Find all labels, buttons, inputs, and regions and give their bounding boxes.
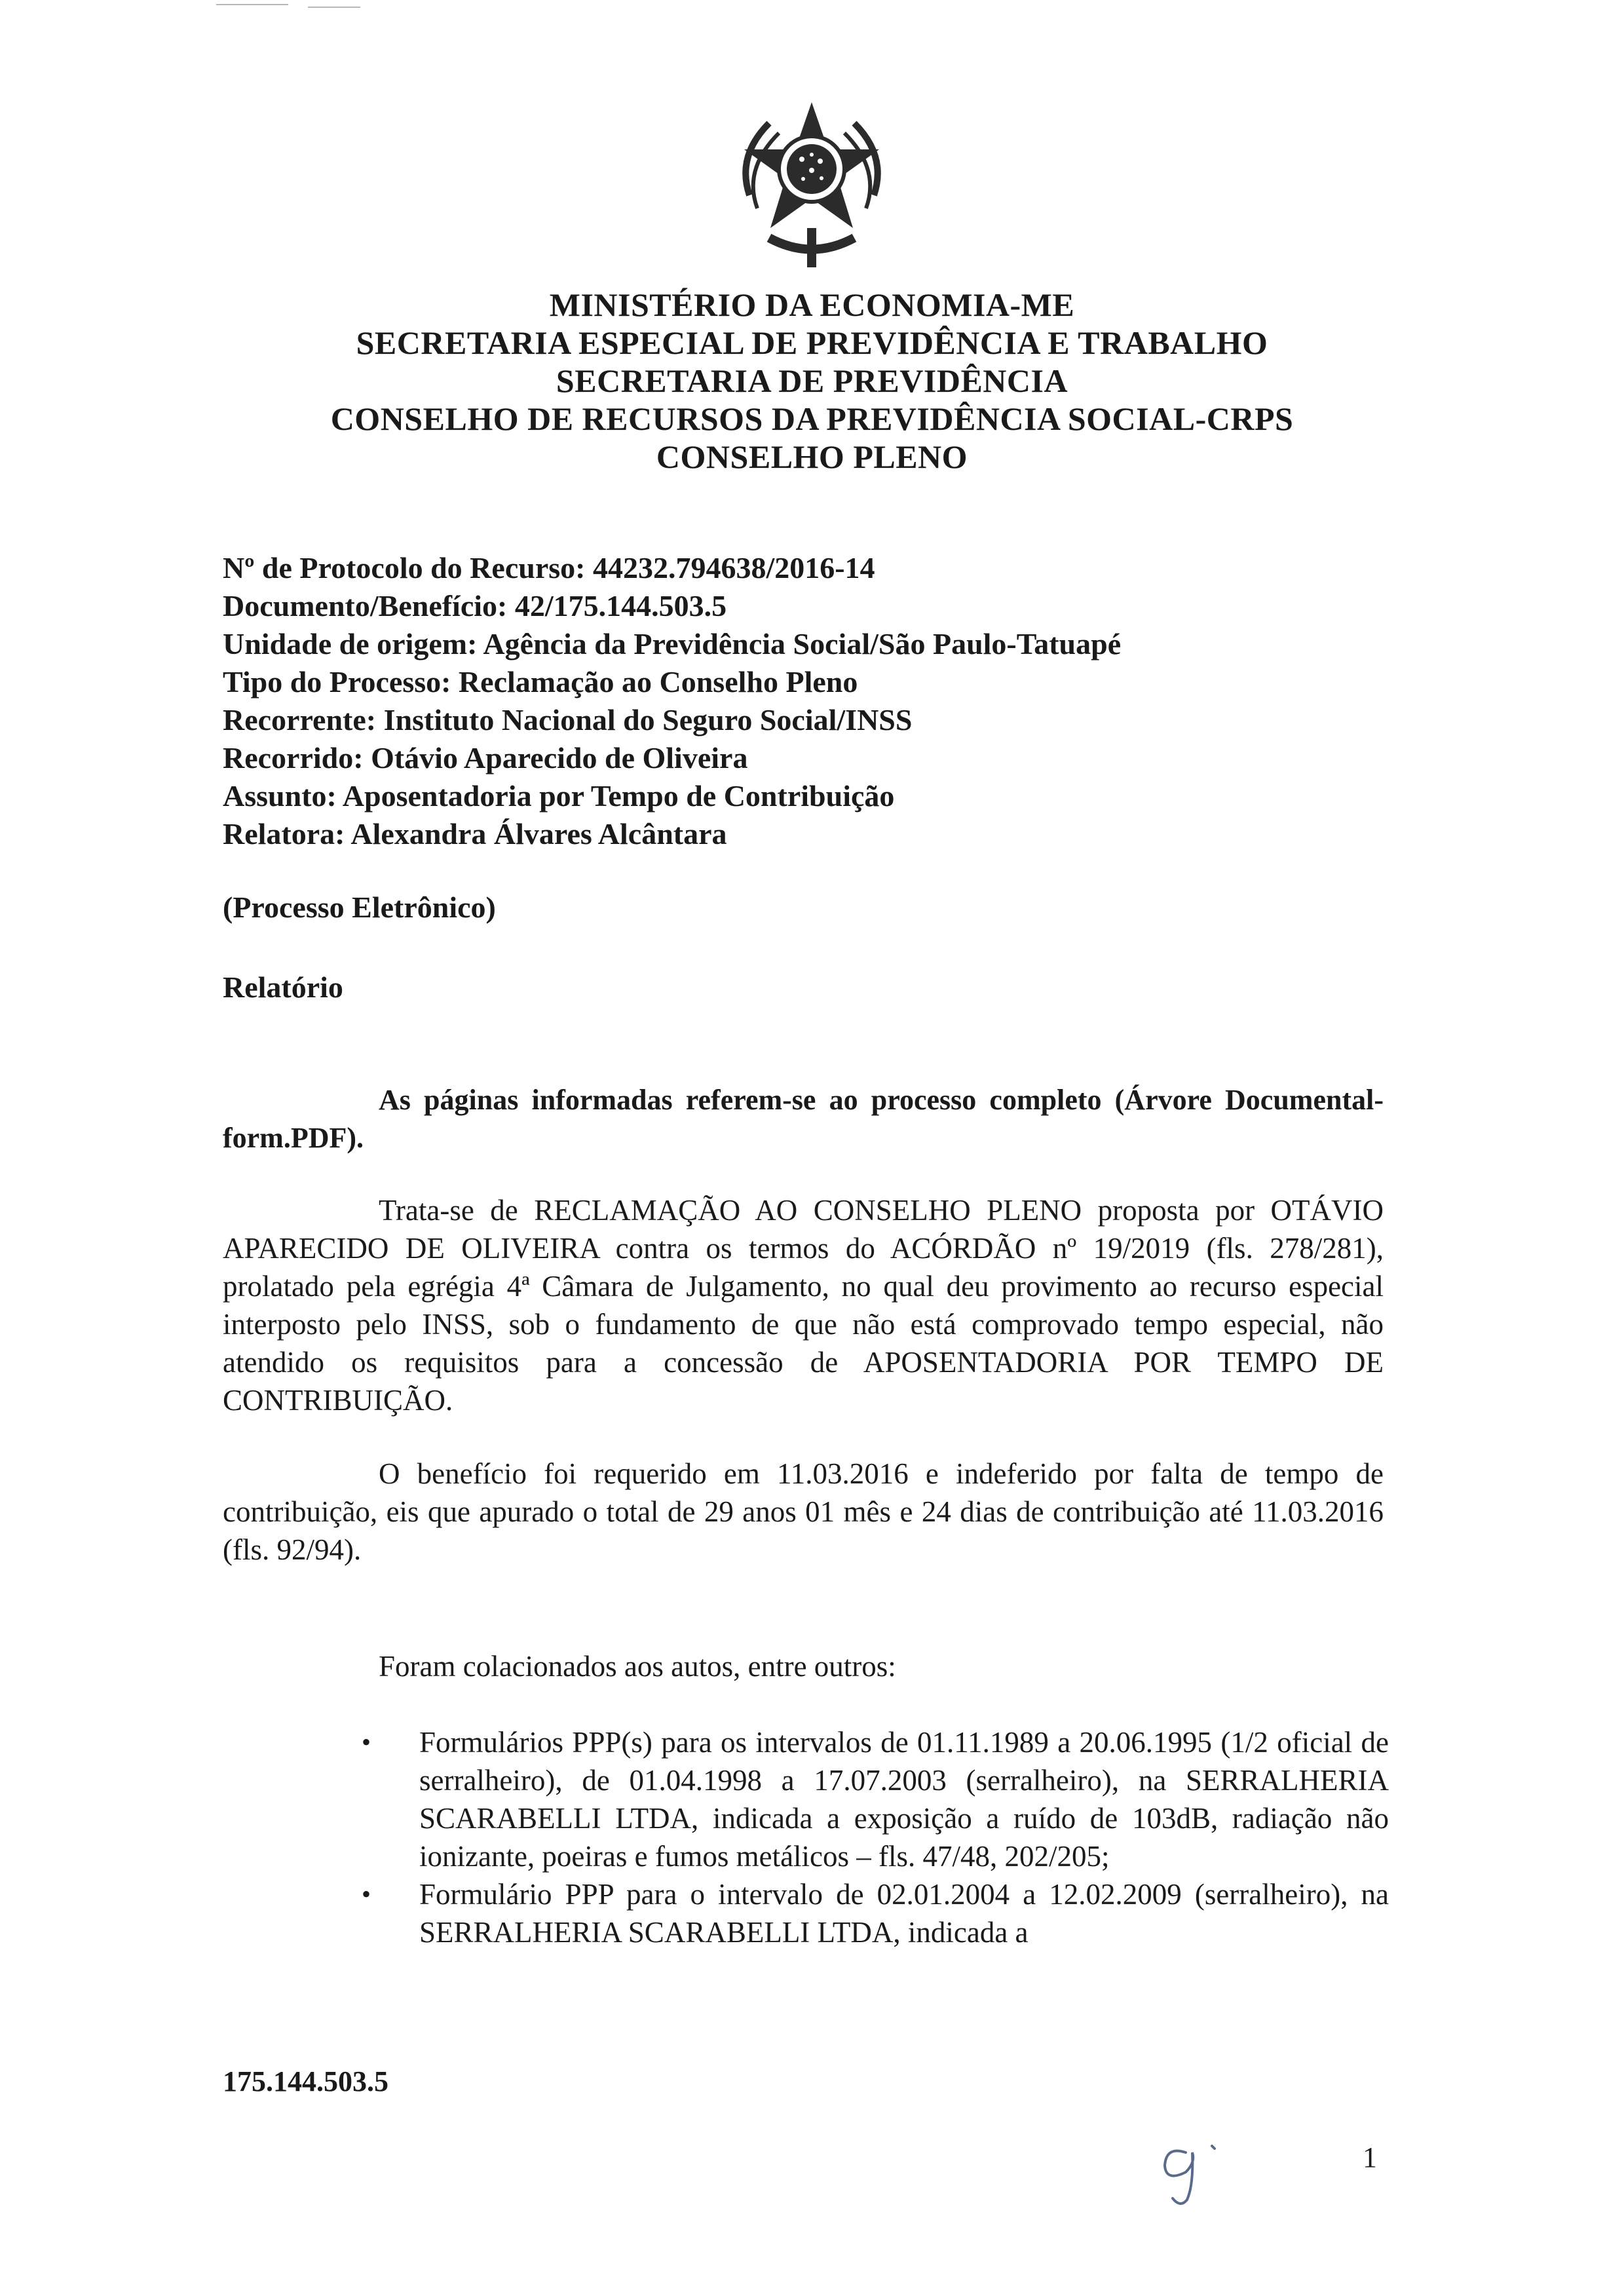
brazil-coat-of-arms-icon	[723, 97, 900, 280]
footer-benefit-number: 175.144.503.5	[223, 2065, 388, 2097]
paragraph-colacionados-text: Foram colacionados aos autos, entre outros:	[379, 1650, 896, 1683]
paragraph-colacionados	[223, 1647, 1384, 1685]
list-item	[362, 1723, 1389, 1875]
scan-artifact	[308, 7, 360, 8]
protocol-number: Nº de Protocolo do Recurso: 44232.794638/2016-14	[223, 551, 875, 584]
header-line-conselho-recursos: CONSELHO DE RECURSOS DA PREVIDÊNCIA SOCIAL-CRPS	[330, 400, 1294, 437]
case-metadata	[223, 549, 1402, 853]
paragraph-reclamacao-text: Trata-se de RECLAMAÇÃO AO CONSELHO PLENO proposta por OTÁVIO APARECIDO DE OLIVEIRA contra os termos do ACÓRDÃO nº 19/2019 (fls. 278/281), prolatado pela egrégia 4ª Câmara de Julgamento, no qual deu provimento ao recurso especial interposto pelo INSS, sob o fundamento de que não está comprovado tempo especial, não atendido os requisitos para a concessão de APOSENTADORIA POR TEMPO DE CONTRIBUIÇÃO.	[223, 1194, 1384, 1417]
paragraph-reclamacao	[223, 1191, 1384, 1419]
process-type: Tipo do Processo: Reclamação ao Conselho Pleno	[223, 665, 858, 698]
header-line-secretaria: SECRETARIA DE PREVIDÊNCIA	[556, 362, 1068, 399]
report-title: Relatório	[223, 970, 343, 1004]
header-line-secretaria-especial: SECRETARIA ESPECIAL DE PREVIDÊNCIA E TRABALHO	[356, 324, 1268, 361]
handwritten-initial-signature	[1146, 2126, 1238, 2211]
list-item	[362, 1875, 1389, 1951]
appellant: Recorrente: Instituto Nacional do Seguro Social/INSS	[223, 703, 913, 737]
scan-artifact	[216, 4, 288, 5]
pages-note-text: As páginas informadas referem-se ao processo completo (Árvore Documental-form.PDF).	[223, 1084, 1384, 1154]
evidence-list	[362, 1723, 1389, 1951]
benefit-document: Documento/Benefício: 42/175.144.503.5	[223, 589, 727, 622]
electronic-process-label: (Processo Eletrônico)	[223, 890, 496, 924]
bullet-icon: •	[362, 1727, 371, 1757]
page-number: 1	[1363, 2141, 1377, 2173]
rapporteur: Relatora: Alexandra Álvares Alcântara	[223, 817, 727, 851]
subject: Assunto: Aposentadoria por Tempo de Contribuição	[223, 779, 895, 813]
bullet-icon: •	[362, 1879, 371, 1909]
header-line-conselho-pleno: CONSELHO PLENO	[656, 438, 968, 475]
appellee: Recorrido: Otávio Aparecido de Oliveira	[223, 741, 748, 775]
paragraph-beneficio	[223, 1455, 1384, 1569]
pages-note	[223, 1081, 1384, 1157]
header-line-ministry: MINISTÉRIO DA ECONOMIA-ME	[549, 286, 1075, 323]
origin-unit: Unidade de origem: Agência da Previdência Social/São Paulo-Tatuapé	[223, 627, 1122, 660]
paragraph-beneficio-text: O benefício foi requerido em 11.03.2016 e indeferido por falta de tempo de contribuição, eis que apurado o total de 29 anos 01 mês e 24 dias de contribuição até 11.03.2016 (fls. 92/94).	[223, 1457, 1384, 1566]
document-header	[0, 286, 1624, 476]
list-item-text: Formulário PPP para o intervalo de 02.01.2004 a 12.02.2009 (serralheiro), na SERRALHERIA SCARABELLI LTDA, indicada a	[419, 1878, 1389, 1949]
list-item-text: Formulários PPP(s) para os intervalos de 01.11.1989 a 20.06.1995 (1/2 oficial de serralheiro), de 01.04.1998 a 17.07.2003 (serralheiro), na SERRALHERIA SCARABELLI LTDA, indicada a exposição a ruído de 103dB, radiação não ionizante, poeiras e fumos metálicos – fls. 47/48, 202/205;	[419, 1726, 1389, 1873]
